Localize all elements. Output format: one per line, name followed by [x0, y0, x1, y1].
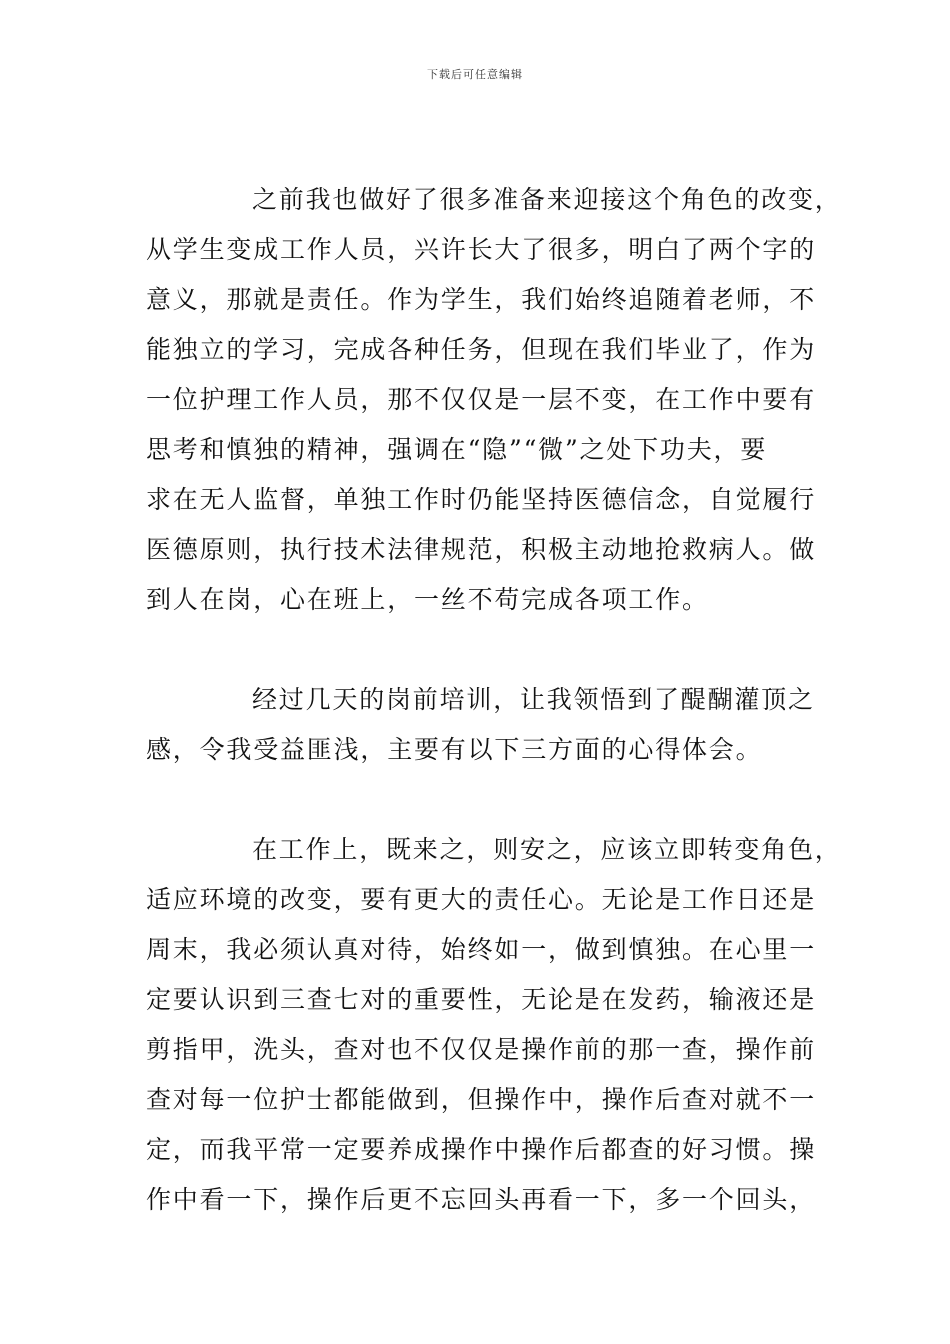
paragraph-line: 在工作上，既来之，则安之，应该立即转变角色，	[252, 835, 842, 864]
paragraph-line: 感，令我受益匪浅，主要有以下三方面的心得体会。	[146, 735, 763, 764]
paragraph-line: 定要认识到三查七对的重要性，无论是在发药，输液还是	[146, 985, 817, 1014]
document-body	[146, 175, 842, 1225]
paragraph-line: 意义，那就是责任。作为学生，我们始终追随着老师，不	[146, 285, 817, 314]
paragraph-line: 适应环境的改变，要有更大的责任心。无论是工作日还是	[146, 885, 817, 914]
paragraph	[146, 675, 836, 775]
paragraph-line: 从学生变成工作人员，兴许长大了很多，明白了两个字的	[146, 235, 817, 264]
paragraph-line: 周末，我必须认真对待，始终如一，做到慎独。在心里一	[146, 935, 817, 964]
paragraph	[146, 825, 842, 1225]
paragraph-line: 到人在岗，心在班上，一丝不苟完成各项工作。	[146, 585, 709, 614]
paragraph-line: 求在无人监督，单独工作时仍能坚持医德信念，自觉履行	[146, 485, 817, 514]
paragraph-spacer	[146, 625, 836, 675]
paragraph-line: 医德原则，执行技术法律规范，积极主动地抢救病人。做	[146, 535, 817, 564]
paragraph-line: 定，而我平常一定要养成操作中操作后都查的好习惯。操	[146, 1135, 817, 1164]
paragraph-line: 经过几天的岗前培训，让我领悟到了醍醐灌顶之	[252, 685, 815, 714]
paragraph	[146, 175, 842, 625]
page-header: 下载后可任意编辑	[427, 68, 523, 81]
paragraph-line: 剪指甲，洗头，查对也不仅仅是操作前的那一查，操作前	[146, 1035, 817, 1064]
paragraph-spacer	[146, 775, 836, 825]
paragraph-line: 能独立的学习，完成各种任务，但现在我们毕业了，作为	[146, 335, 817, 364]
paragraph-line: 一位护理工作人员，那不仅仅是一层不变，在工作中要有	[146, 385, 817, 414]
paragraph-line: 之前我也做好了很多准备来迎接这个角色的改变，	[252, 185, 842, 214]
paragraph-line: 思考和慎独的精神，强调在“隐”“微”之处下功夫，要	[146, 435, 768, 464]
paragraph-line: 查对每一位护士都能做到，但操作中，操作后查对就不一	[146, 1085, 817, 1114]
paragraph-line: 作中看一下，操作后更不忘回头再看一下，多一个回头，	[146, 1185, 817, 1214]
